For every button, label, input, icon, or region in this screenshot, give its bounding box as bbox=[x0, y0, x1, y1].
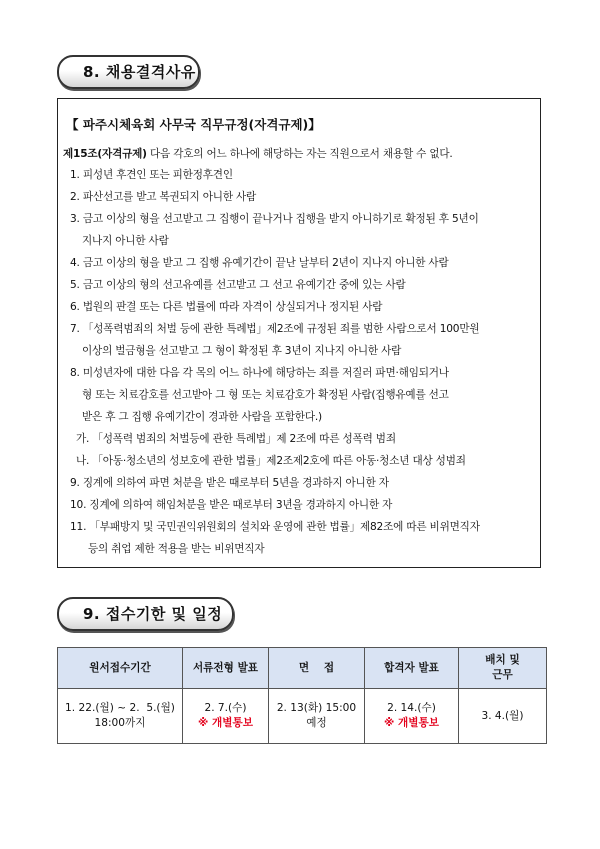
cell-application-period bbox=[58, 689, 183, 744]
cell-placement bbox=[459, 689, 547, 744]
table-header-row bbox=[58, 648, 547, 689]
list-item: 11. 「부패방지 및 국민권익위원회의 설치와 운영에 관한 법률」제82조에 따른 비위면직자 bbox=[70, 521, 480, 533]
article-15 bbox=[63, 147, 453, 162]
section-9-heading: 9. 접수기한 및 일정 bbox=[57, 597, 234, 631]
list-item: 6. 법원의 판결 또는 다른 법률에 따라 자격이 상실되거나 정지된 사람 bbox=[70, 301, 383, 313]
list-item: 7. 「성폭력범죄의 처벌 등에 관한 특례법」제2조에 규정된 죄를 범한 사람으로서 100만원 bbox=[70, 323, 480, 335]
list-item-continuation: 이상의 벌금형을 선고받고 그 형이 확정된 후 3년이 지나지 아니한 사람 bbox=[82, 345, 402, 357]
cell-final-result bbox=[365, 689, 459, 744]
list-item-continuation: 형 또는 치료감호를 선고받아 그 형 또는 치료감호가 확정된 사람(집행유예를 선고 bbox=[82, 389, 449, 401]
document-result-date: 2. 7.(수) bbox=[204, 702, 247, 714]
header-final-result: 합격자 발표 bbox=[365, 648, 459, 689]
list-item-continuation: 받은 후 그 집행 유예기간이 경과한 사람을 포함한다.) bbox=[82, 411, 322, 423]
sub-item: 가. 「성폭력 범죄의 처벌등에 관한 특례법」제 2조에 따른 성폭력 범죄 bbox=[76, 433, 396, 445]
table-row bbox=[58, 689, 547, 744]
list-item: 3. 금고 이상의 형을 선고받고 그 집행이 끝나거나 집행을 받지 아니하기로 확정된 후 5년이 bbox=[70, 213, 479, 225]
application-deadline: 18:00까지 bbox=[94, 717, 146, 729]
interview-note: 예정 bbox=[306, 717, 327, 729]
header-application-period: 원서접수기간 bbox=[58, 648, 183, 689]
header-interview: 면 접 bbox=[269, 648, 365, 689]
cell-document-result bbox=[183, 689, 269, 744]
interview-date: 2. 13(화) 15:00 bbox=[276, 702, 357, 714]
list-item: 8. 미성년자에 대한 다음 각 목의 어느 하나에 해당하는 죄를 저질러 파면·해임되거나 bbox=[70, 367, 449, 379]
header-placement-line1: 배치 및 bbox=[485, 654, 520, 666]
sub-item: 나. 「아동·청소년의 성보호에 관한 법률」제2조제2호에 따른 아동·청소년 대상 성범죄 bbox=[76, 455, 466, 467]
header-placement bbox=[459, 648, 547, 689]
list-item: 2. 파산선고를 받고 복권되지 아니한 사람 bbox=[70, 191, 257, 203]
list-item: 5. 금고 이상의 형의 선고유예를 선고받고 그 선고 유예기간 중에 있는 사람 bbox=[70, 279, 406, 291]
disqualification-box bbox=[57, 98, 541, 568]
list-item-continuation: 지나지 아니한 사람 bbox=[82, 235, 169, 247]
list-item: 9. 징계에 의하여 파면 처분을 받은 때로부터 5년을 경과하지 아니한 자 bbox=[70, 477, 389, 489]
list-item: 1. 피성년 후견인 또는 피한정후견인 bbox=[70, 169, 233, 181]
article-15-label: 제15조(자격규제) bbox=[63, 148, 147, 160]
article-15-text: 다음 각호의 어느 하나에 해당하는 자는 직원으로서 채용할 수 없다. bbox=[146, 148, 453, 160]
regulation-title: 【 파주시체육회 사무국 직무규정(자격규제)】 bbox=[66, 117, 321, 132]
cell-interview bbox=[269, 689, 365, 744]
individual-notice: ※ 개별통보 bbox=[198, 717, 253, 729]
header-placement-line2: 근무 bbox=[492, 669, 513, 681]
list-item-continuation: 등의 취업 제한 적용을 받는 비위면직자 bbox=[88, 543, 265, 555]
schedule-table bbox=[57, 647, 547, 744]
list-item: 4. 금고 이상의 형을 받고 그 집행 유예기간이 끝난 날부터 2년이 지나지 아니한 사람 bbox=[70, 257, 449, 269]
individual-notice: ※ 개별통보 bbox=[384, 717, 439, 729]
list-item: 10. 징계에 의하여 해임처분을 받은 때로부터 3년을 경과하지 아니한 자 bbox=[70, 499, 393, 511]
final-result-date: 2. 14.(수) bbox=[387, 702, 436, 714]
header-document-result: 서류전형 발표 bbox=[183, 648, 269, 689]
placement-date: 3. 4.(월) bbox=[481, 709, 524, 722]
application-dates: 1. 22.(월) ~ 2. 5.(월) bbox=[65, 702, 175, 714]
section-8-heading: 8. 채용결격사유 bbox=[57, 55, 200, 89]
